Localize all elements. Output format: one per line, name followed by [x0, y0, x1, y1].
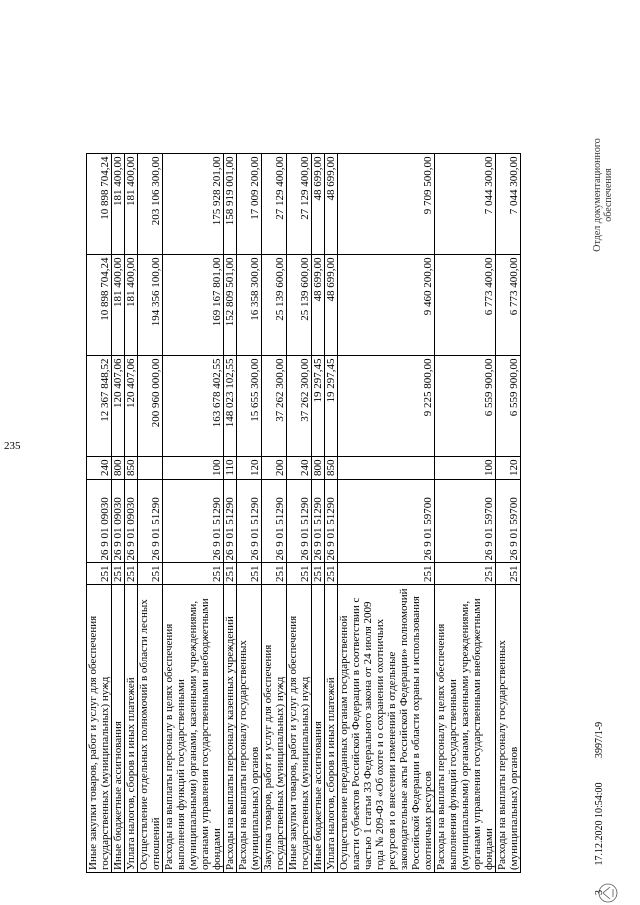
cell-desc: Иные бюджетные ассигнования [312, 585, 325, 873]
cell-s3: 17 009 200,00 [237, 154, 262, 255]
cell-s2: 48 699,00 [312, 255, 325, 356]
cell-code: 26 9 01 51290 [138, 480, 163, 563]
cell-ved: 251 [224, 563, 237, 585]
cell-s1: 163 678 402,55 [163, 356, 224, 457]
cell-code: 26 9 01 59700 [338, 480, 435, 563]
cell-desc: Расходы на выплаты персоналу государственных (муниципальных) органов [496, 585, 521, 873]
cell-vr: 800 [312, 457, 325, 480]
table-row [125, 154, 138, 873]
footer-stamp [594, 700, 605, 895]
cell-code: 26 9 01 09030 [87, 480, 112, 563]
cell-code: 26 9 01 51290 [237, 480, 262, 563]
department-stamp: Отдел документационного обеспечения [592, 138, 614, 252]
cell-s3: 158 919 001,00 [224, 154, 237, 255]
cell-s1: 19 297,45 [325, 356, 338, 457]
cell-vr: 850 [125, 457, 138, 480]
cell-s3: 175 928 201,00 [163, 154, 224, 255]
cell-s1: 37 262 300,00 [262, 356, 287, 457]
cell-ved: 251 [163, 563, 224, 585]
cell-vr: 850 [325, 457, 338, 480]
cell-code: 26 9 01 51290 [163, 480, 224, 563]
cell-s2: 181 400,00 [112, 255, 125, 356]
cell-ved: 251 [262, 563, 287, 585]
cell-s2: 10 898 704,24 [87, 255, 112, 356]
cell-s1: 19 297,45 [312, 356, 325, 457]
cell-s3: 7 044 300,00 [496, 154, 521, 255]
cell-code: 26 9 01 09030 [112, 480, 125, 563]
budget-table [86, 154, 521, 874]
cell-ved: 251 [112, 563, 125, 585]
cell-ved: 251 [338, 563, 435, 585]
page-mark: 3 [594, 890, 605, 895]
cell-desc: Уплата налогов, сборов и иных платежей [325, 585, 338, 873]
cell-s2: 6 773 400,00 [496, 255, 521, 356]
cell-code: 26 9 01 51290 [325, 480, 338, 563]
table-row [338, 154, 435, 873]
table-row [163, 154, 224, 873]
cell-desc: Расходы на выплаты персоналу в целях обеспечения выполнения функций государственными (муниципальными) органами, казенными учреждениями, органами управления государственными внебюджетными фондами [163, 585, 224, 873]
cell-s3: 7 044 300,00 [435, 154, 496, 255]
cell-s3: 10 898 704,24 [87, 154, 112, 255]
cell-s2: 6 773 400,00 [435, 255, 496, 356]
cell-ved: 251 [287, 563, 312, 585]
cell-vr [138, 457, 163, 480]
cell-s1: 120 407,06 [112, 356, 125, 457]
cell-s1: 15 655 300,00 [237, 356, 262, 457]
cell-s2: 25 139 600,00 [262, 255, 287, 356]
cell-desc: Уплата налогов, сборов и иных платежей [125, 585, 138, 873]
cell-desc: Расходы на выплаты персоналу государственных (муниципальных) органов [237, 585, 262, 873]
cell-s1: 120 407,06 [125, 356, 138, 457]
cell-vr: 100 [163, 457, 224, 480]
cell-vr: 240 [87, 457, 112, 480]
cell-vr [338, 457, 435, 480]
table-row [325, 154, 338, 873]
cell-code: 26 9 01 51290 [312, 480, 325, 563]
cell-desc: Осуществление переданных органам государственной власти субъектов Российской Федерации в соответствии с частью 1 статьи 33 Федерального закона от 24 июля 2009 года № 209-ФЗ «Об охоте и о сохранении охотничьих ресурсов и о внесении изменений в отдельные законодательные акты Российской Федерации» полномочий Российской Федерации в области охраны и использования охотничьих ресурсов [338, 585, 435, 873]
timestamp: 17.12.2020 10:54:00 [594, 782, 605, 866]
cell-s3: 27 129 400,00 [287, 154, 312, 255]
cell-s3: 181 400,00 [112, 154, 125, 255]
cell-code: 26 9 01 09030 [125, 480, 138, 563]
cell-s1: 37 262 300,00 [287, 356, 312, 457]
cell-s3: 48 699,00 [312, 154, 325, 255]
cell-code: 26 9 01 51290 [287, 480, 312, 563]
cell-s2: 16 358 300,00 [237, 255, 262, 356]
cell-desc: Осуществление отдельных полномочий в области лесных отношений [138, 585, 163, 873]
table-row [224, 154, 237, 873]
cell-s3: 27 129 400,00 [262, 154, 287, 255]
cell-vr: 120 [237, 457, 262, 480]
table-row [496, 154, 521, 873]
cell-desc: Закупка товаров, работ и услуг для обеспечения государственных (муниципальных) нужд [262, 585, 287, 873]
cell-s1: 200 960 000,00 [138, 356, 163, 457]
cell-ved: 251 [87, 563, 112, 585]
cell-s3: 48 699,00 [325, 154, 338, 255]
cell-desc: Иные закупки товаров, работ и услуг для обеспечения государственных (муниципальных) нужд [287, 585, 312, 873]
table-row [435, 154, 496, 873]
cell-desc: Расходы на выплаты персоналу казенных учреждений [224, 585, 237, 873]
cell-desc: Иные бюджетные ассигнования [112, 585, 125, 873]
doc-number: 3997/1-9 [594, 721, 605, 758]
cell-code: 26 9 01 59700 [435, 480, 496, 563]
cell-code: 26 9 01 51290 [224, 480, 237, 563]
cell-s2: 194 356 100,00 [138, 255, 163, 356]
cell-s2: 48 699,00 [325, 255, 338, 356]
cell-ved: 251 [312, 563, 325, 585]
cell-vr: 200 [262, 457, 287, 480]
cell-s1: 12 367 848,52 [87, 356, 112, 457]
page-number: 235 [4, 440, 21, 452]
cell-s2: 169 167 801,00 [163, 255, 224, 356]
cell-ved: 251 [237, 563, 262, 585]
cell-ved: 251 [435, 563, 496, 585]
cell-s1: 6 559 900,00 [435, 356, 496, 457]
cell-desc: Иные закупки товаров, работ и услуг для обеспечения государственных (муниципальных) нужд [87, 585, 112, 873]
table-row [87, 154, 112, 873]
cell-vr: 110 [224, 457, 237, 480]
table-row [138, 154, 163, 873]
cell-code: 26 9 01 51290 [262, 480, 287, 563]
table-row [287, 154, 312, 873]
cell-ved: 251 [138, 563, 163, 585]
table-row [262, 154, 287, 873]
cell-s2: 152 809 501,00 [224, 255, 237, 356]
cell-s3: 203 106 300,00 [138, 154, 163, 255]
cell-vr: 800 [112, 457, 125, 480]
cell-code: 26 9 01 59700 [496, 480, 521, 563]
cell-s3: 181 400,00 [125, 154, 138, 255]
cell-s2: 25 139 600,00 [287, 255, 312, 356]
cell-s2: 181 400,00 [125, 255, 138, 356]
cell-vr: 240 [287, 457, 312, 480]
cell-s3: 9 709 500,00 [338, 154, 435, 255]
cell-s1: 148 023 102,55 [224, 356, 237, 457]
cell-vr: 120 [496, 457, 521, 480]
cell-ved: 251 [125, 563, 138, 585]
table-row [312, 154, 325, 873]
cell-ved: 251 [496, 563, 521, 585]
cell-vr: 100 [435, 457, 496, 480]
cell-ved: 251 [325, 563, 338, 585]
table-row [112, 154, 125, 873]
cell-s1: 6 559 900,00 [496, 356, 521, 457]
cell-s2: 9 460 200,00 [338, 255, 435, 356]
cell-s1: 9 225 800,00 [338, 356, 435, 457]
table-row [237, 154, 262, 873]
cell-desc: Расходы на выплаты персоналу в целях обеспечения выполнения функций государственными (муниципальными) органами, казенными учреждениями, органами управления государственными внебюджетными фондами [435, 585, 496, 873]
